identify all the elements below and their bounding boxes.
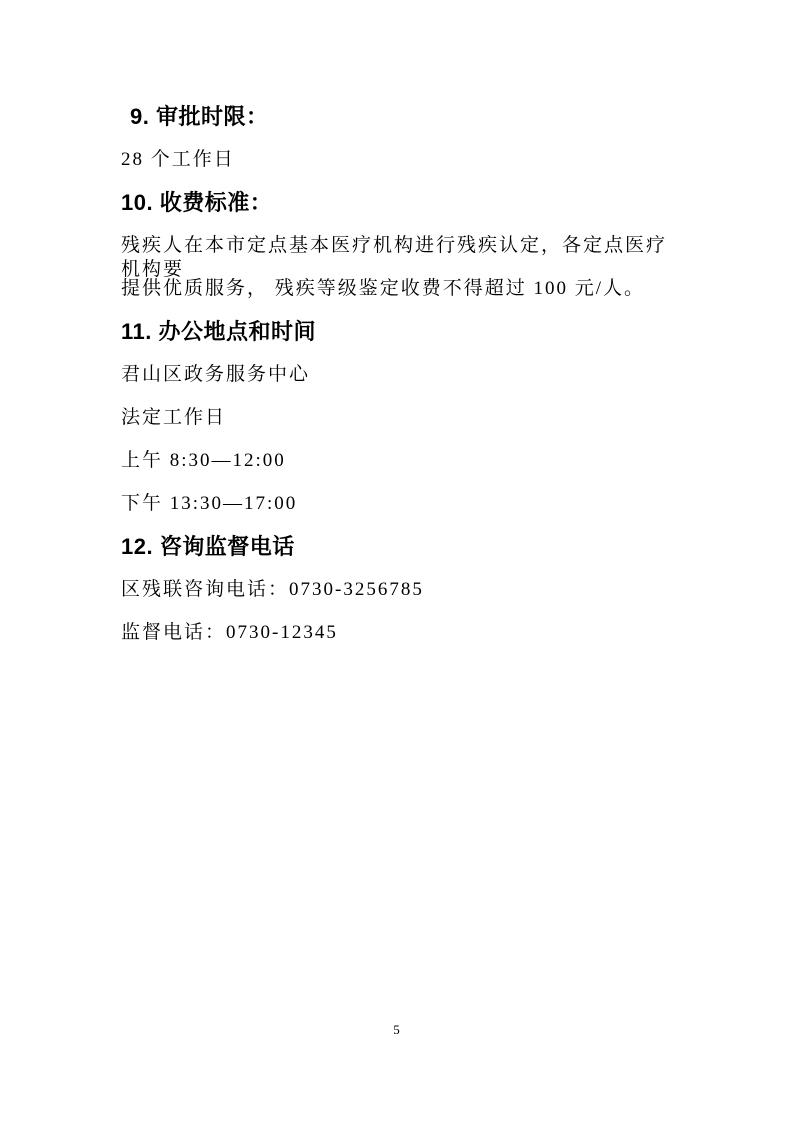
section-10-heading: 10. 收费标准：	[121, 190, 273, 215]
section-9-heading: 9. 审批时限：	[130, 104, 269, 129]
section-11-line-afternoon-hours: 下午 13:30—17:00	[121, 493, 298, 514]
page-number: 5	[393, 1022, 400, 1037]
section-12-heading: 12. 咨询监督电话	[121, 534, 295, 559]
section-11-line-morning-hours: 上午 8:30—12:00	[121, 450, 286, 471]
section-10-paragraph-line-2: 提供优质服务， 残疾等级鉴定收费不得超过 100 元/人。	[121, 278, 646, 299]
document-content	[121, 105, 672, 664]
section-11-heading: 11. 办公地点和时间	[121, 319, 316, 344]
section-12-line-consult-phone: 区残联咨询电话：0730-3256785	[121, 579, 424, 600]
section-11-line-office-location: 君山区政务服务中心	[121, 364, 311, 385]
section-12-line-supervise-phone: 监督电话：0730-12345	[121, 622, 338, 643]
section-10-paragraph-line-1: 残疾人在本市定点基本医疗机构进行残疾认定，各定点医疗机构要	[121, 235, 668, 280]
section-9-line-working-days: 28 个工作日	[121, 149, 235, 170]
section-11-line-working-days: 法定工作日	[121, 407, 227, 428]
